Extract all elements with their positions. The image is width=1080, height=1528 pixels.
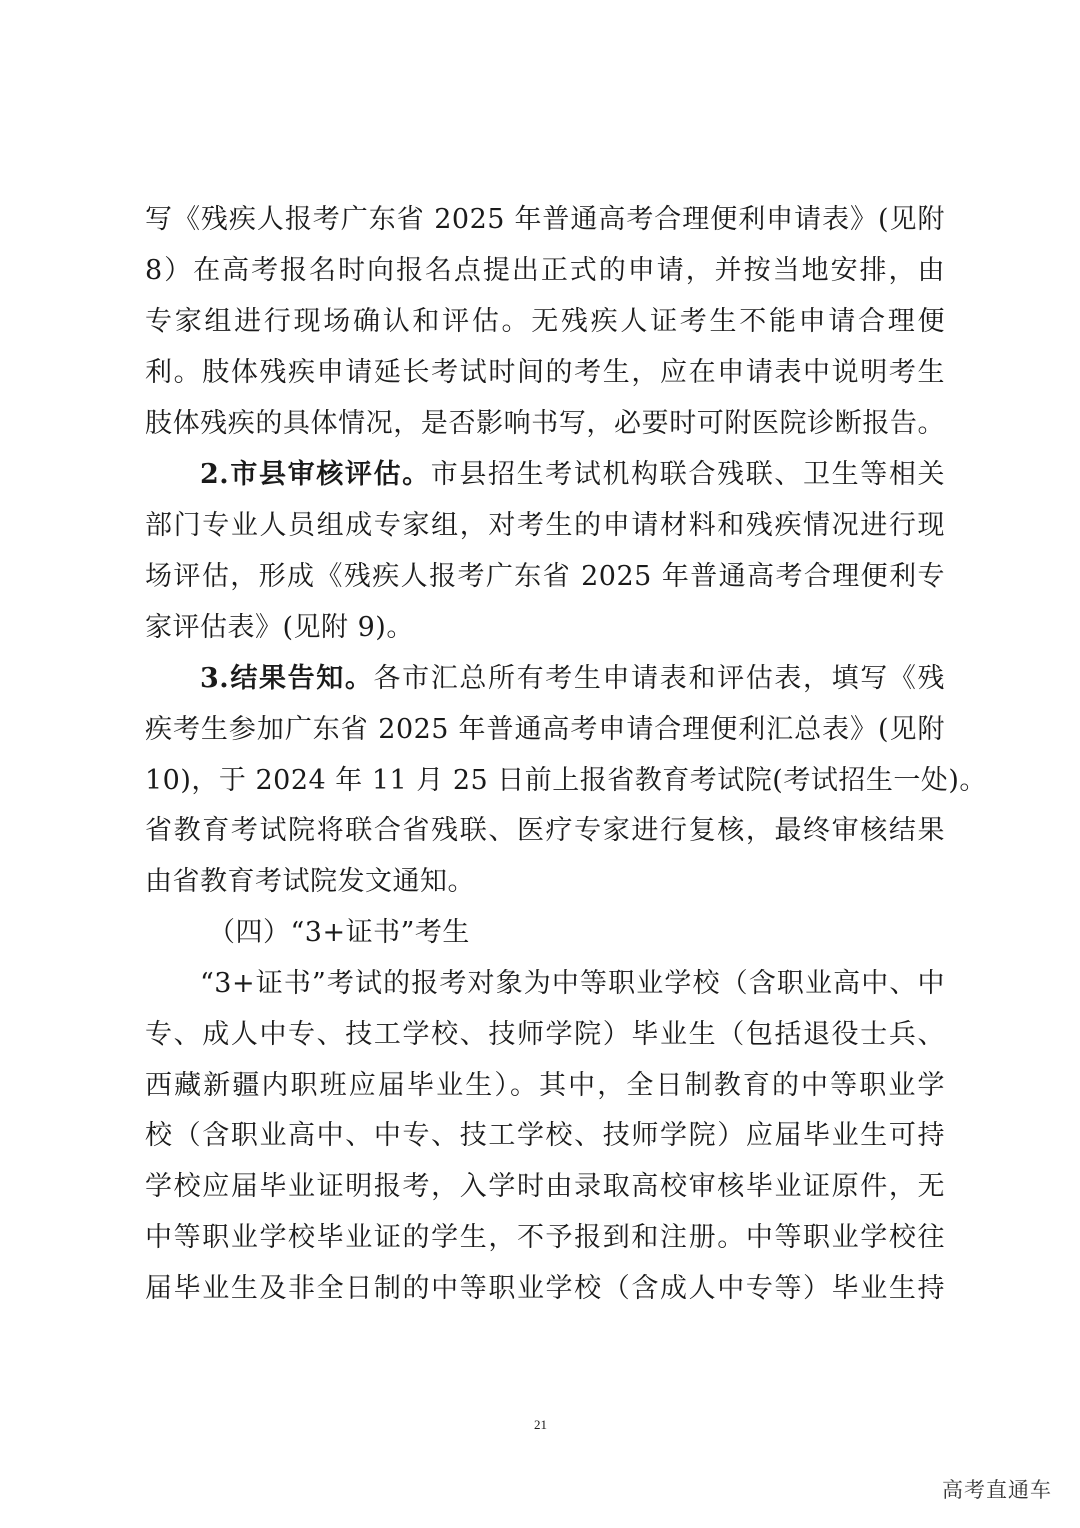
text-line: 10)，于 2024 年 11 月 25 日前上报省教育考试院(考试招生一处)。 — [145, 765, 987, 796]
text-line: 专、成人中专、技工学校、技师学院）毕业生（包括退役士兵、 — [145, 1019, 945, 1050]
text-line: 家评估表》(见附 9)。 — [145, 612, 414, 643]
watermark: 高考直通车 — [942, 1478, 1052, 1502]
text-line: 场评估，形成《残疾人报考广东省 2025 年普通高考合理便利专 — [145, 561, 945, 592]
section-heading: 3.结果告知。 — [200, 663, 374, 694]
text-line: 疾考生参加广东省 2025 年普通高考申请合理便利汇总表》(见附 — [145, 714, 945, 745]
section-heading: 2.市县审核评估。 — [200, 459, 431, 490]
subsection-heading: （四）“3+证书”考生 — [208, 917, 470, 948]
text-line: 中等职业学校毕业证的学生，不予报到和注册。中等职业学校往 — [145, 1222, 945, 1253]
text-line: 西藏新疆内职班应届毕业生）。其中，全日制教育的中等职业学 — [145, 1070, 945, 1101]
page-number: 21 — [534, 1417, 547, 1432]
text-line: 8）在高考报名时向报名点提出正式的申请，并按当地安排，由 — [145, 255, 945, 286]
text-span: 市县招生考试机构联合残联、卫生等相关 — [430, 459, 946, 490]
text-line: 校（含职业高中、中专、技工学校、技师学院）应届毕业生可持 — [145, 1120, 945, 1151]
text-line: 肢体残疾的具体情况，是否影响书写，必要时可附医院诊断报告。 — [145, 408, 945, 439]
text-line: 部门专业人员组成专家组，对考生的申请材料和残疾情况进行现 — [145, 510, 945, 541]
text-line: 专家组进行现场确认和评估。无残疾人证考生不能申请合理便 — [145, 306, 945, 337]
text-line: 写《残疾人报考广东省 2025 年普通高考合理便利申请表》(见附 — [145, 204, 945, 235]
text-line: 由省教育考试院发文通知。 — [145, 866, 475, 897]
text-line — [200, 659, 945, 699]
text-line: 届毕业生及非全日制的中等职业学校（含成人中专等）毕业生持 — [145, 1273, 945, 1304]
text-span: 各市汇总所有考生申请表和评估表，填写《残 — [373, 663, 946, 694]
text-line: 利。肢体残疾申请延长考试时间的考生，应在申请表中说明考生 — [145, 357, 945, 388]
text-line: 学校应届毕业证明报考，入学时由录取高校审核毕业证原件，无 — [145, 1171, 945, 1202]
text-line: 省教育考试院将联合省残联、医疗专家进行复核，最终审核结果 — [145, 815, 945, 846]
text-line: “3+证书”考试的报考对象为中等职业学校（含职业高中、中 — [200, 968, 945, 999]
text-line — [200, 455, 945, 495]
